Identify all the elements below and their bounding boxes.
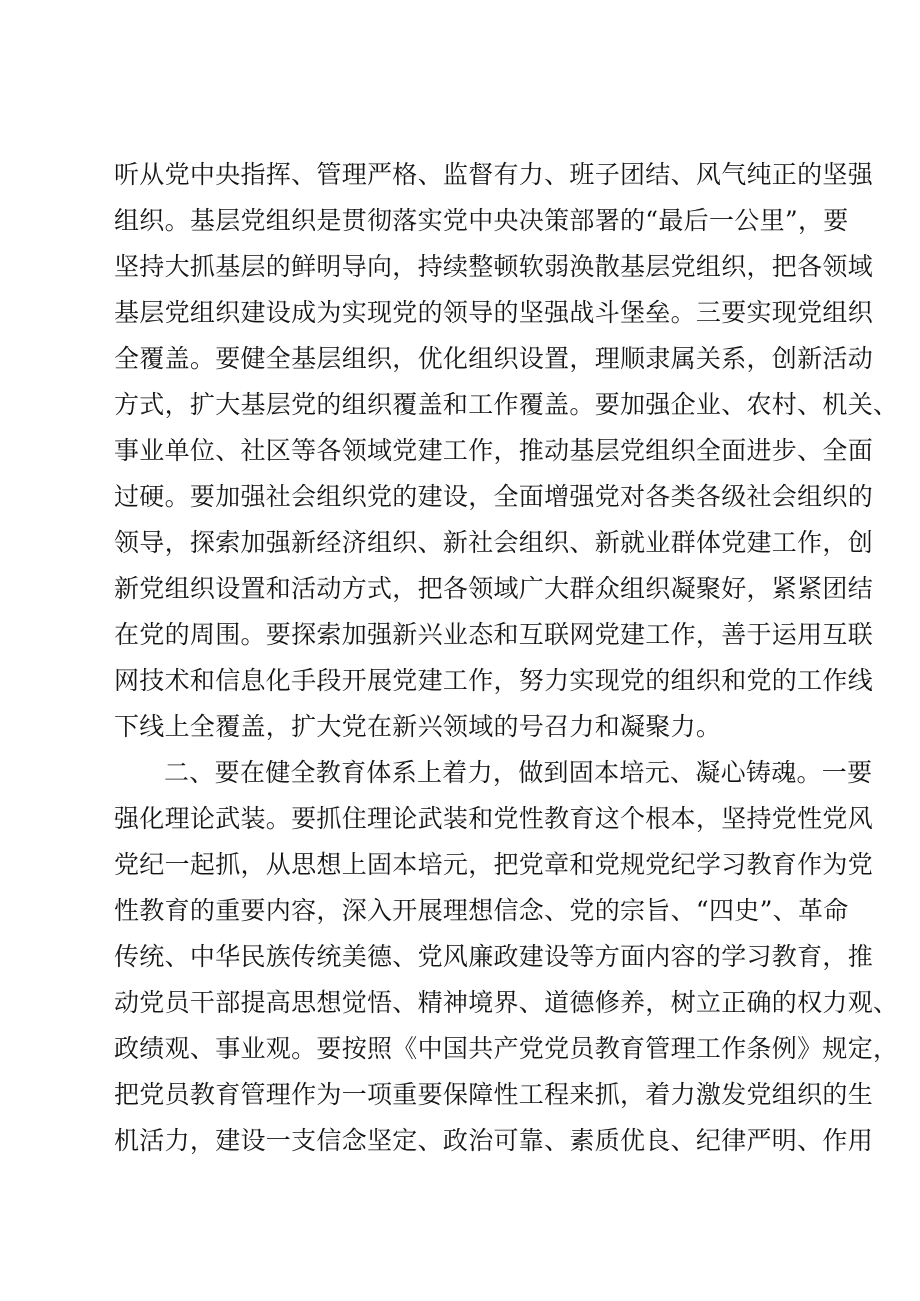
text-line: 坚持大抓基层的鲜明导向，持续整顿软弱涣散基层党组织，把各领域 [114,252,874,281]
text-line: 新党组织设置和活动方式，把各领域广大群众组织凝聚好，紧紧团结 [114,574,874,603]
text-line: 过硬。要加强社会组织党的建设，全面增强党对各类各级社会组织的 [114,482,874,511]
text-line: 性教育的重要内容，深入开展理想信念、党的宗旨、“四史”、革命 [114,896,849,925]
text-line: 政绩观、事业观。要按照《中国共产党党员教育管理工作条例》规定， [114,1034,899,1063]
text-line: 基层党组织建设成为实现党的领导的坚强战斗堡垒。三要实现党组织 [114,298,874,327]
text-line: 全覆盖。要健全基层组织，优化组织设置，理顺隶属关系，创新活动 [114,344,874,373]
text-line: 听从党中央指挥、管理严格、监督有力、班子团结、风气纯正的坚强 [114,160,874,189]
text-line: 组织。基层党组织是贯彻落实党中央决策部署的“最后一公里”，要 [114,206,849,235]
text-line: 事业单位、社区等各领域党建工作，推动基层党组织全面进步、全面 [114,436,874,465]
text-line: 把党员教育管理作为一项重要保障性工程来抓，着力激发党组织的生 [114,1080,874,1109]
section-heading-line: 二、要在健全教育体系上着力，做到固本培元、凝心铸魂。一要 [164,758,873,787]
text-line: 党纪一起抓，从思想上固本培元，把党章和党规党纪学习教育作为党 [114,850,874,879]
text-line: 领导，探索加强新经济组织、新社会组织、新就业群体党建工作，创 [114,528,874,557]
text-line: 方式，扩大基层党的组织覆盖和工作覆盖。要加强企业、农村、机关、 [114,390,899,419]
text-line: 强化理论武装。要抓住理论武装和党性教育这个根本，坚持党性党风 [114,804,874,833]
text-line: 下线上全覆盖，扩大党在新兴领域的号召力和凝聚力。 [114,712,722,741]
text-line: 传统、中华民族传统美德、党风廉政建设等方面内容的学习教育，推 [114,942,874,971]
text-line: 在党的周围。要探索加强新兴业态和互联网党建工作，善于运用互联 [114,620,874,649]
text-line: 网技术和信息化手段开展党建工作，努力实现党的组织和党的工作线 [114,666,874,695]
text-line: 机活力，建设一支信念坚定、政治可靠、素质优良、纪律严明、作用 [114,1126,874,1155]
text-line: 动党员干部提高思想觉悟、精神境界、道德修养，树立正确的权力观、 [114,988,899,1017]
